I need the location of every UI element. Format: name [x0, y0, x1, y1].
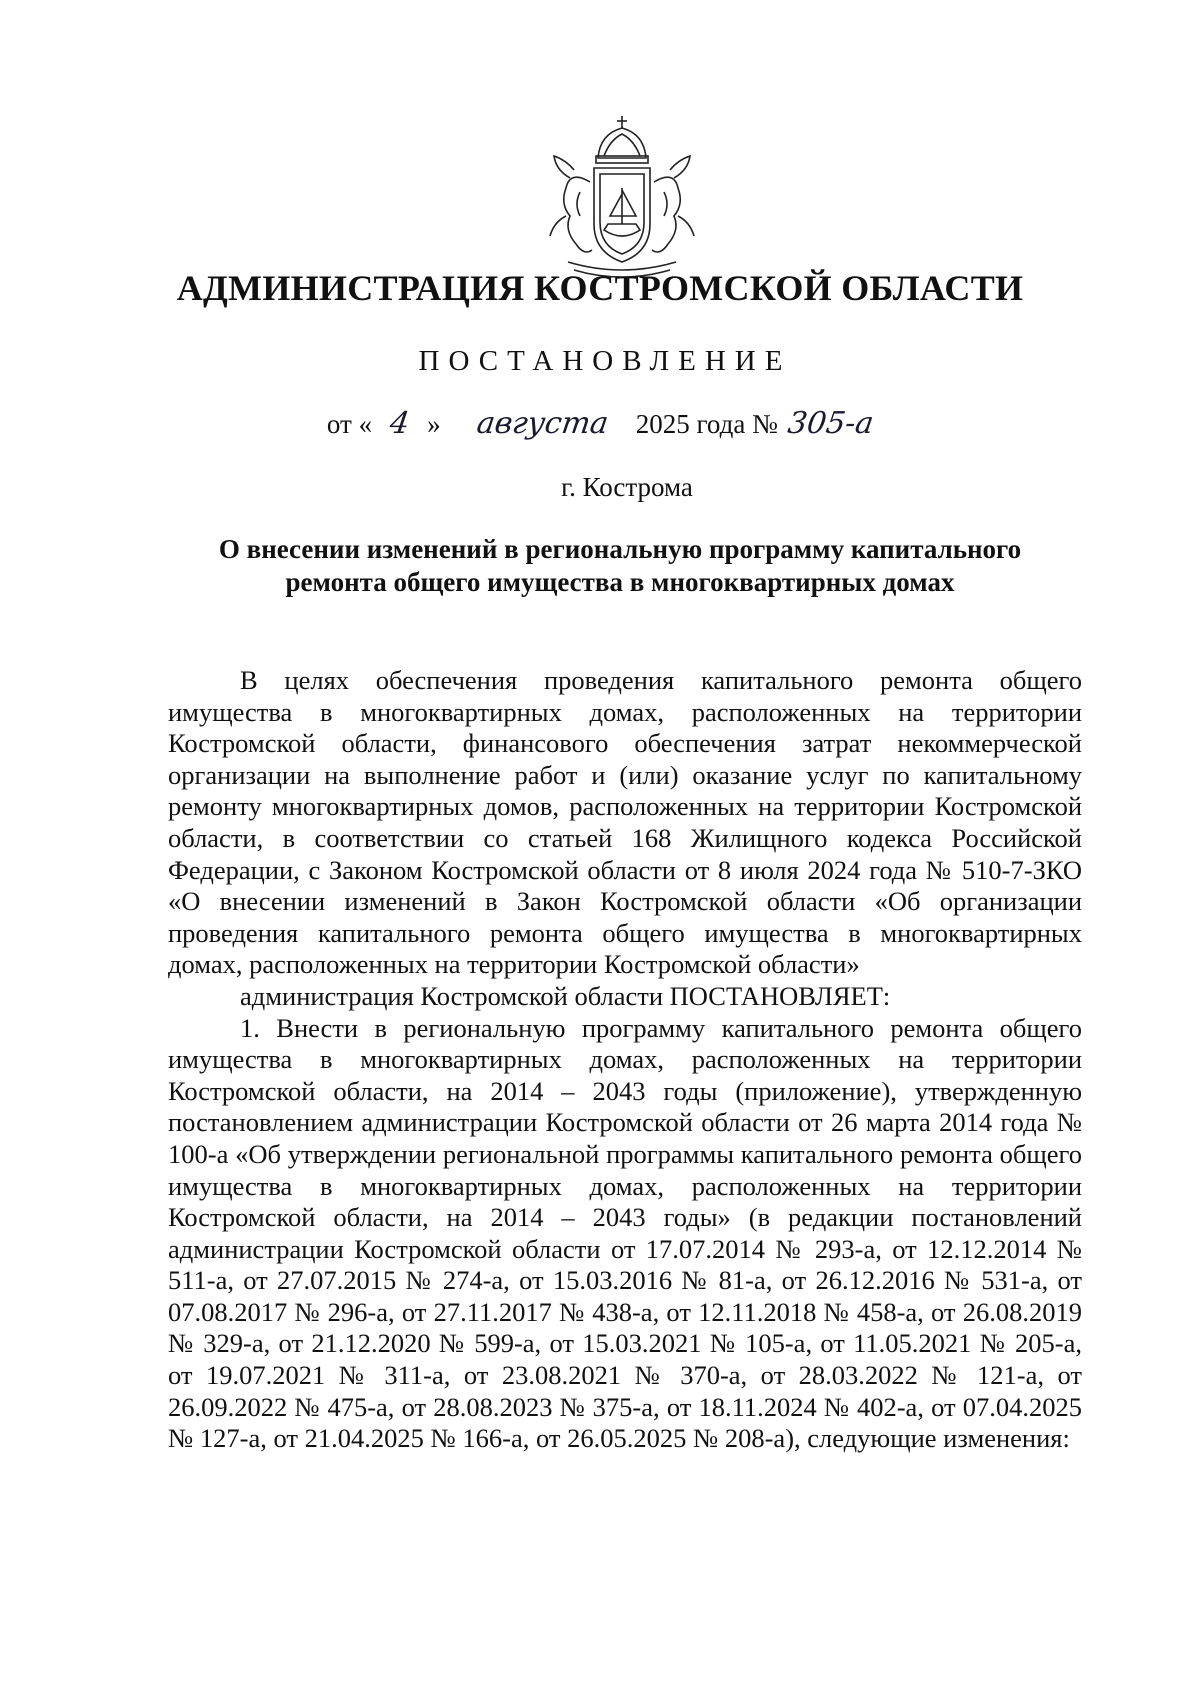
coat-of-arms-emblem — [540, 112, 705, 284]
organization-name: АДМИНИСТРАЦИЯ КОСТРОМСКОЙ ОБЛАСТИ — [176, 268, 1024, 308]
preamble-paragraph: В целях обеспечения проведения капитального ремонта общего имущества в многоквартирных домах, расположенных на территории Костромской области, финансового обеспечения затрат некоммерческой организации на выполнение работ и (или) оказание услуг по капитальному ремонту многоквартирных домов, расположенных на территории Костромской области, в соответствии со статьей 168 Жилищного кодекса Российской Федерации, с Законом Костромской области от 8 июля 2024 года № 510-7-ЗКО «О внесении изменений в Закон Костромской области «Об организации проведения капитального ремонта общего имущества в многоквартирных домах, расположенных на территории Костромской области» — [168, 665, 1082, 980]
date-prefix: от « — [326, 409, 373, 439]
handwritten-number: 305-а — [785, 406, 876, 441]
document-body — [168, 665, 1082, 1455]
title-line: ремонта общего имущества в многоквартирных домах — [285, 567, 955, 597]
clause-1-paragraph: 1. Внести в региональную программу капитального ремонта общего имущества в многоквартирных домах, расположенных на территории Костромской области, на 2014 – 2043 годы (приложение), утвержденную постановлением администрации Костромской области от 26 марта 2014 года № 100-а «Об утверждении региональной программы капитального ремонта общего имущества в многоквартирных домах, расположенных на территории Костромской области, на 2014 – 2043 годы» (в редакции постановлений администрации Костромской области от 17.07.2014 № 293-а, от 12.12.2014 № 511-а, от 27.07.2015 № 274-а, от 15.03.2016 № 81-а, от 26.12.2016 № 531-а, от 07.08.2017 № 296-а, от 27.11.2017 № 438-а, от 12.11.2018 № 458-а, от 26.08.2019 № 329-а, от 21.12.2020 № 599-а, от 15.03.2021 № 105-а, от 11.05.2021 № 205-а, от 19.07.2021 № 311-а, от 23.08.2021 № 370-а, от 28.03.2022 № 121-а, от 26.09.2022 № 475-а, от 28.08.2023 № 375-а, от 18.11.2024 № 402-а, от 07.04.2025 № 127-а, от 21.04.2025 № 166-а, от 26.05.2025 № 208-а), следующие изменения: — [168, 1012, 1082, 1454]
handwritten-month: августа — [474, 406, 611, 441]
date-mid: » — [427, 409, 441, 439]
handwritten-day: 4 — [387, 406, 412, 441]
title-line: О внесении изменений в региональную программу капитального — [218, 534, 1022, 564]
city-name: г. Кострома — [561, 472, 693, 502]
date-number-line — [0, 405, 1200, 443]
document-title — [180, 533, 1060, 599]
resolution-paragraph: администрация Костромской области ПОСТАНОВЛЯЕТ: — [240, 980, 891, 1011]
document-type: ПОСТАНОВЛЕНИЕ — [418, 345, 792, 377]
year-text: 2025 года № — [635, 409, 778, 439]
